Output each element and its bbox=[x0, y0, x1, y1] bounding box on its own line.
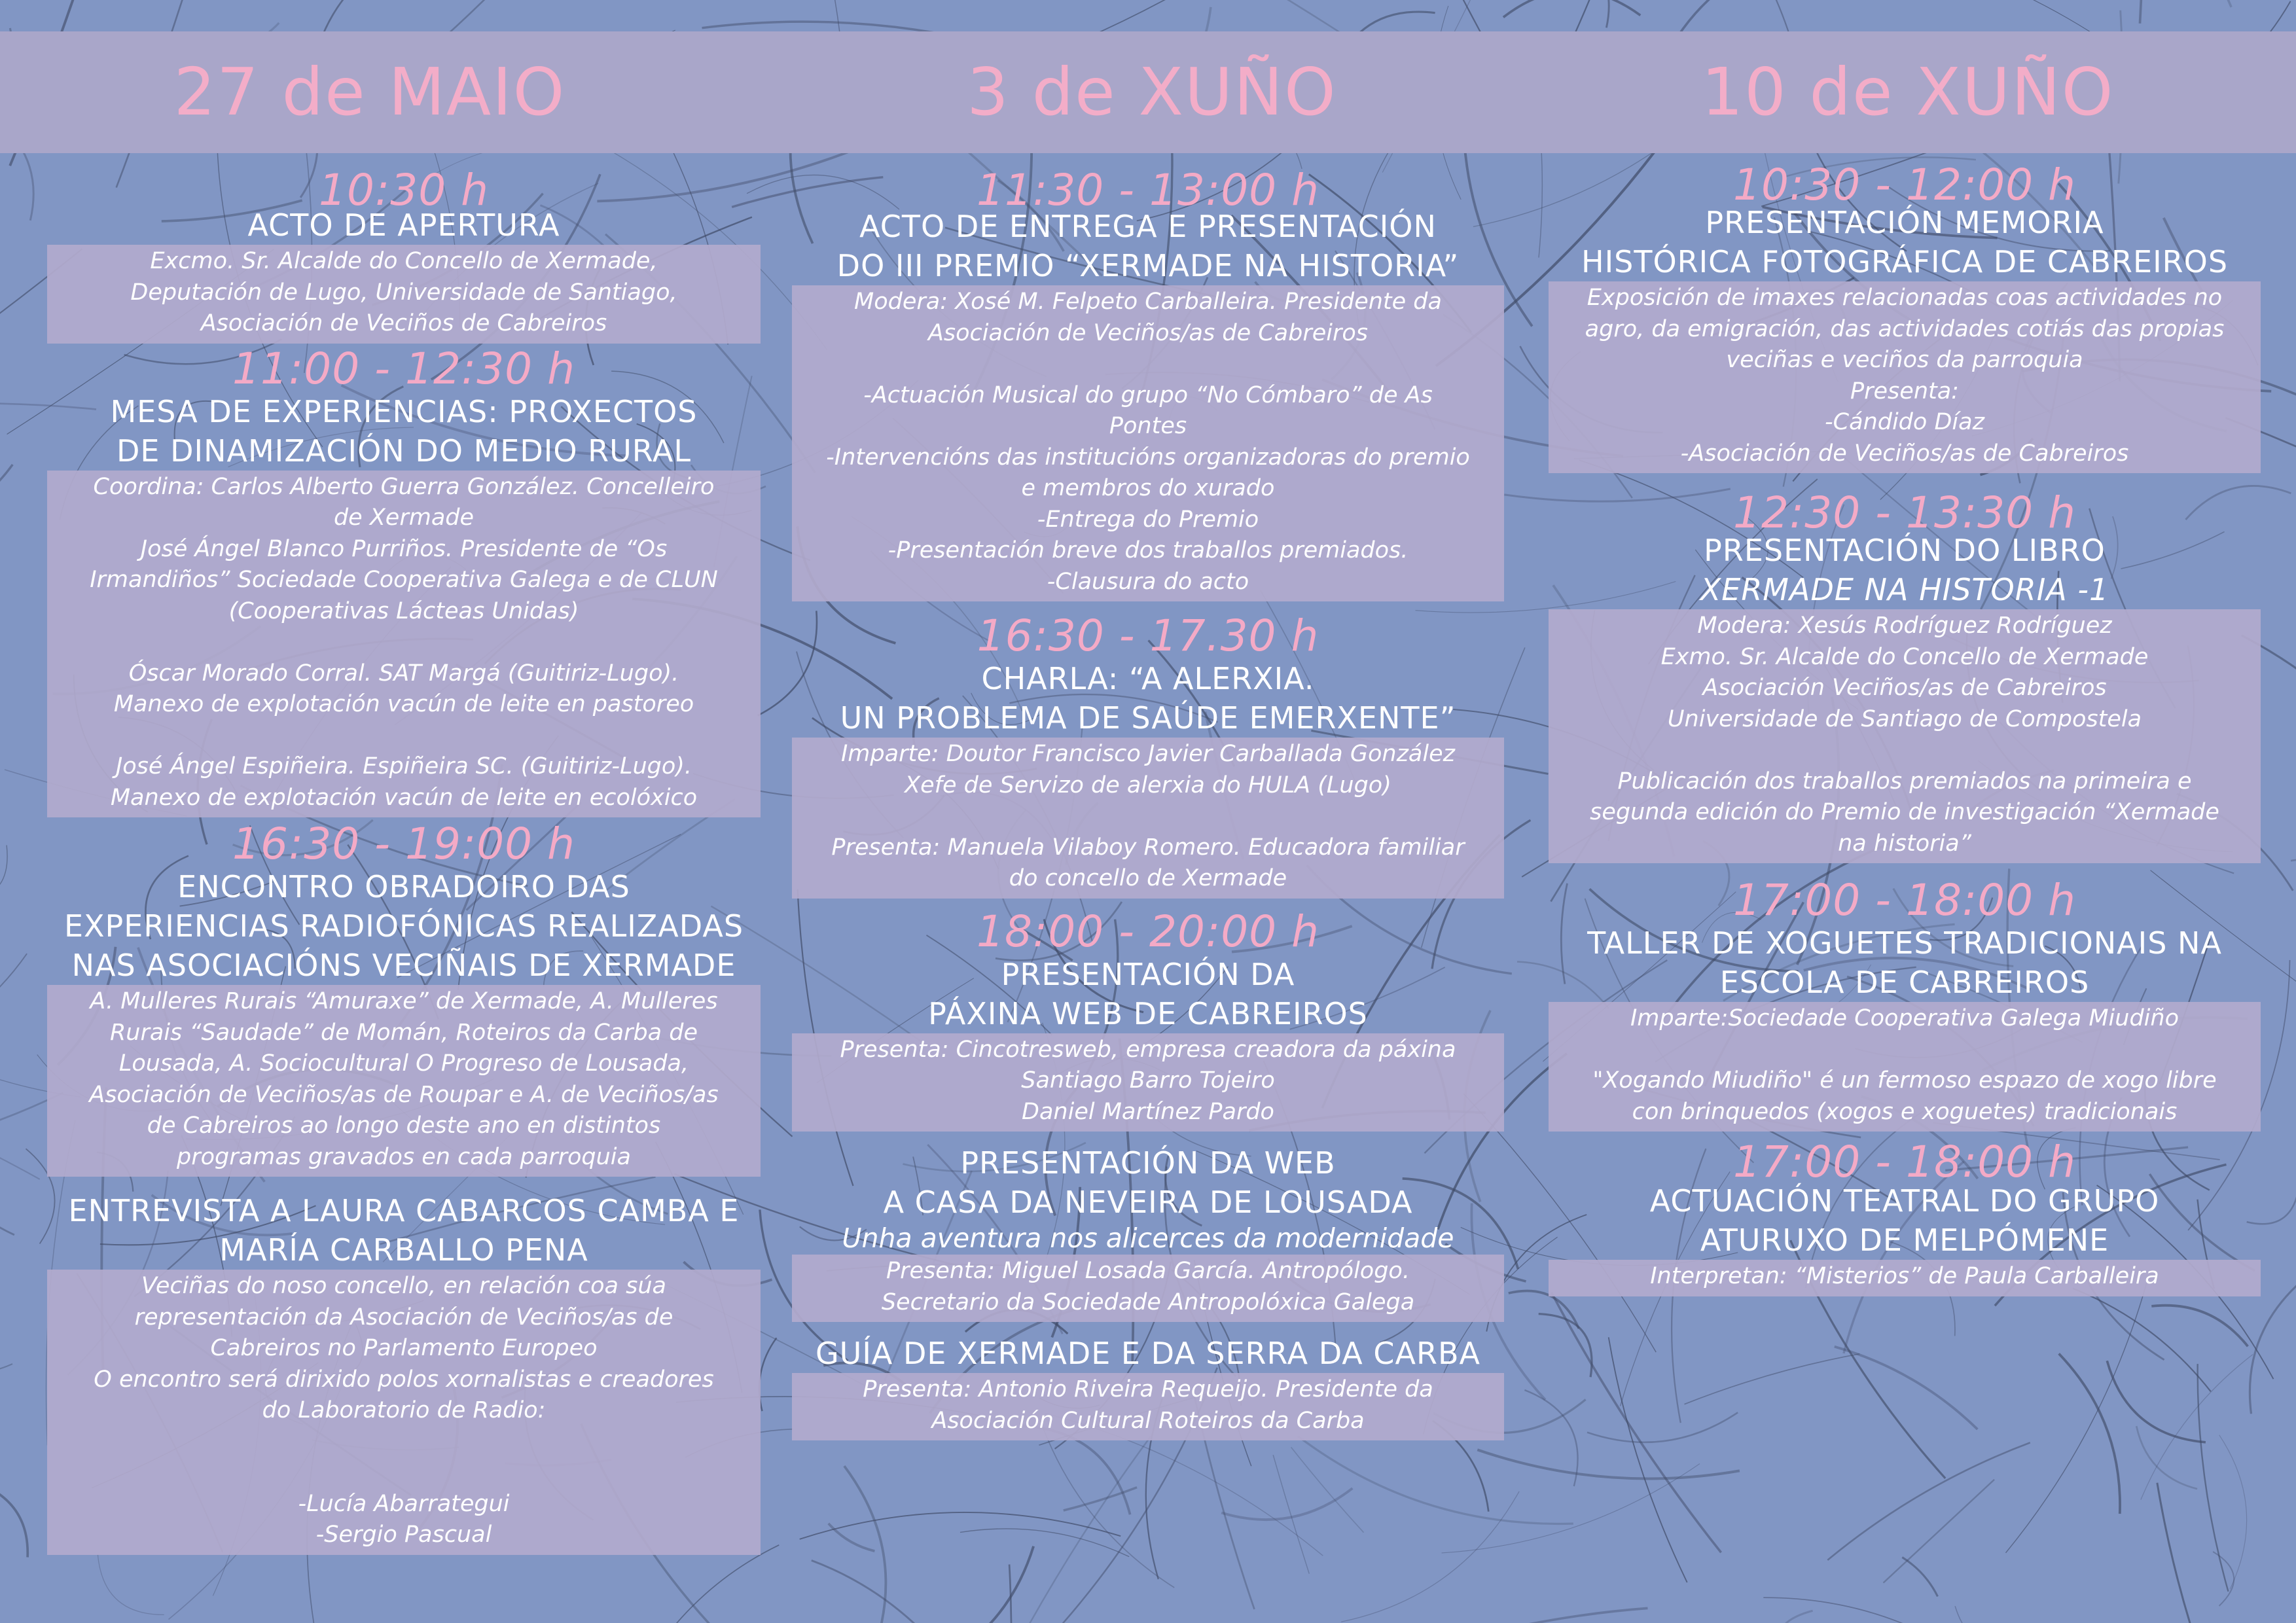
sketch-stroke bbox=[759, 1338, 776, 1411]
event-time: 11:30 - 13:00 h bbox=[977, 165, 1319, 215]
sketch-stroke bbox=[960, 1529, 1129, 1557]
sketch-stroke bbox=[2157, 1483, 2236, 1623]
sketch-stroke bbox=[844, 1466, 886, 1623]
event-time: 16:30 - 17.30 h bbox=[977, 611, 1319, 661]
sketch-stroke bbox=[1685, 1354, 1860, 1404]
sketch-stroke bbox=[1386, 1608, 1647, 1623]
day-column-2 bbox=[792, 153, 1504, 1440]
event-photo-memory bbox=[1549, 162, 2261, 473]
event-title: ENCONTRO OBRADOIRO DAS EXPERIENCIAS RADIOFÓNICAS REALIZADAS NAS ASOCIACIÓNS VECIÑAIS DE XERMADE bbox=[63, 869, 744, 983]
event-title: PRESENTACIÓN MEMORIA HISTÓRICA FOTOGRÁFICA DE CABREIROS bbox=[1581, 205, 2229, 279]
sketch-stroke bbox=[812, 1560, 925, 1623]
event-description: A. Mulleres Rurais “Amuraxe” de Xermade, A. Mulleres Rurais “Saudade” de Momán, Roteiros da Carba de Lousada, A. Sociocultural O Progreso de Lousada, Asociación de Veciños/as de Roupar e A. de Veciños/as de Cabreiros ao longo deste ano en distintos programas gravados en cada parroquia bbox=[47, 985, 761, 1177]
event-time: 16:30 - 19:00 h bbox=[232, 819, 575, 869]
sketch-stroke bbox=[1777, 1611, 1813, 1623]
event-time: 17:00 - 18:00 h bbox=[1733, 1137, 2076, 1187]
sketch-stroke bbox=[0, 1060, 40, 1179]
sketch-stroke bbox=[1575, 0, 1648, 32]
sketch-stroke bbox=[2250, 1283, 2296, 1414]
sketch-stroke bbox=[664, 1545, 780, 1623]
sketch-stroke bbox=[1587, 1412, 1738, 1442]
sketch-stroke bbox=[2213, 1552, 2234, 1606]
sketch-stroke bbox=[1539, 1314, 1592, 1378]
sketch-stroke bbox=[1221, 1488, 1352, 1520]
event-theatre bbox=[1549, 1139, 2261, 1296]
event-description: Excmo. Sr. Alcalde do Concello de Xermade, Deputación de Lugo, Universidade de Santiago, Asociación de Veciños de Cabreiros bbox=[47, 245, 761, 344]
event-award-ceremony bbox=[792, 165, 1504, 601]
event-allergy-talk bbox=[792, 613, 1504, 899]
sketch-stroke bbox=[1503, 0, 1640, 17]
sketch-stroke bbox=[2059, 1353, 2120, 1514]
event-title: ACTO DE APERTURA bbox=[247, 207, 560, 243]
event-time: 18:00 - 20:00 h bbox=[977, 906, 1319, 957]
sketch-stroke bbox=[1341, 1491, 1519, 1622]
sketch-stroke bbox=[1835, 1347, 1978, 1429]
sketch-stroke bbox=[2073, 1289, 2211, 1392]
event-title-book: XERMADE NA HISTORIA -1 bbox=[1700, 572, 2109, 607]
event-description: Presenta: Miguel Losada García. Antropólogo. Secretario da Sociedade Antropolóxica Galega bbox=[792, 1255, 1504, 1322]
event-title: ACTUACIÓN TEATRAL DO GRUPO ATURUXO DE MELPÓMENE bbox=[1649, 1183, 2160, 1258]
sketch-stroke bbox=[999, 1436, 1151, 1623]
sketch-stroke bbox=[1902, 1558, 1937, 1597]
day-column-3 bbox=[1549, 153, 2261, 1296]
event-time: 11:00 - 12:30 h bbox=[232, 343, 575, 394]
sketch-stroke bbox=[1609, 1337, 1687, 1582]
sketch-stroke bbox=[2136, 1426, 2197, 1489]
event-description: Veciñas do noso concello, en relación coa súa representación da Asociación de Veciños/as de Cabreiros no Parlamento Europeo O encontro será dirixido polos xornalistas e creadores do Laboratorio de Radio: -Lucía Abarrategui -Sergio Pascual bbox=[47, 1270, 761, 1555]
sketch-stroke bbox=[2006, 1282, 2147, 1553]
event-title: CHARLA: “A ALERXIA. UN PROBLEMA DE SAÚDE EMERXENTE” bbox=[840, 661, 1456, 736]
sketch-stroke bbox=[98, 1554, 164, 1615]
sketch-stroke bbox=[1955, 1606, 2023, 1623]
event-description: Coordina: Carlos Alberto Guerra González. Concelleiro de Xermade José Ángel Blanco Purriños. Presidente de “Os Irmandiños” Sociedade Cooperativa Galega e de CLUN (Cooperativas Lácteas Unidas) Óscar Morado Corral. SAT Margá (Guitiriz-Lugo). Manexo de explotación vacún de leite en pastoreo José Ángel Espiñeira. Espiñeira SC. (Guitiriz-Lugo). Manexo de explotación vacún de leite en ecolóxico bbox=[47, 471, 761, 818]
event-title: GUÍA DE XERMADE E DA SERRA DA CARBA bbox=[816, 1336, 1480, 1371]
event-opening bbox=[47, 165, 761, 344]
event-subtitle: Unha aventura nos alicerces da modernidade bbox=[842, 1222, 1454, 1254]
sketch-stroke bbox=[0, 1113, 14, 1235]
day-column-1 bbox=[47, 153, 761, 1555]
event-title: ACTO DE ENTREGA E PRESENTACIÓN DO III PREMIO “XERMADE NA HISTORIA” bbox=[836, 209, 1460, 283]
sketch-stroke bbox=[0, 954, 27, 1060]
event-website-neveira bbox=[792, 1143, 1504, 1322]
event-title: ENTREVISTA A LAURA CABARCOS CAMBA E MARÍA CARBALLO PENA bbox=[68, 1193, 740, 1268]
event-description: Presenta: Antonio Riveira Requeijo. Presidente da Asociación Cultural Roteiros da Carba bbox=[792, 1373, 1504, 1440]
event-title: MESA DE EXPERIENCIAS: PROXECTOS DE DINAMIZACIÓN DO MEDIO RURAL bbox=[110, 393, 698, 469]
event-description: Imparte: Doutor Francisco Javier Carballada González Xefe de Servizo de alerxia do HULA (Lugo) Presenta: Manuela Vilaboy Romero. Educadora familiar do concello de Xermade bbox=[792, 738, 1504, 899]
event-toys-workshop bbox=[1549, 875, 2261, 1132]
sketch-stroke bbox=[2140, 0, 2147, 24]
event-book-presentation bbox=[1549, 490, 2261, 863]
sketch-stroke bbox=[1884, 1480, 1995, 1583]
sketch-stroke bbox=[2219, 1435, 2247, 1590]
event-title: TALLER DE XOGUETES TRADICIONAIS NA ESCOLA DE CABREIROS bbox=[1587, 925, 2222, 1000]
sketch-stroke bbox=[1477, 1450, 1740, 1478]
event-time: 12:30 - 13:30 h bbox=[1733, 488, 2076, 538]
event-title: PRESENTACIÓN DA PÁXINA WEB DE CABREIROS bbox=[928, 956, 1368, 1031]
sketch-stroke bbox=[1291, 1447, 1364, 1532]
event-guide-xermade bbox=[792, 1334, 1504, 1440]
sketch-stroke bbox=[829, 1524, 875, 1551]
sketch-stroke bbox=[1551, 1293, 1721, 1553]
sketch-stroke bbox=[2151, 1306, 2248, 1347]
sketch-stroke bbox=[0, 1330, 12, 1371]
event-description: Presenta: Cincotresweb, empresa creadora da páxina Santiago Barro Tojeiro Daniel Martínez Pardo bbox=[792, 1033, 1504, 1132]
sketch-stroke bbox=[2168, 0, 2231, 7]
event-description: Exposición de imaxes relacionadas coas actividades no agro, da emigración, das actividades cotiás das propias veciñas e veciños da parroquia Presenta: -Cándido Díaz -Asociación de Veciños/as de Cabreiros bbox=[1549, 281, 2261, 473]
sketch-stroke bbox=[2291, 859, 2296, 877]
event-title: PRESENTACIÓN DA WEB A CASA DA NEVEIRA DE LOUSADA bbox=[883, 1145, 1413, 1220]
event-description: Imparte:Sociedade Cooperativa Galega Miudiño "Xogando Miudiño" é un fermoso espazo de xogo libre con brinquedos (xogos e xoguetes) tradicionais bbox=[1549, 1002, 2261, 1132]
day-title-2: 3 de XUÑO bbox=[967, 54, 1337, 130]
event-radio-workshop bbox=[47, 821, 761, 1177]
event-experiences-panel bbox=[47, 343, 761, 818]
header-band bbox=[0, 31, 2296, 153]
sketch-stroke bbox=[0, 846, 7, 901]
sketch-stroke bbox=[800, 1512, 1121, 1539]
sketch-stroke bbox=[0, 1484, 27, 1558]
event-description: Interpretan: “Misterios” de Paula Carballeira bbox=[1549, 1260, 2261, 1296]
sketch-stroke bbox=[1005, 1565, 1012, 1623]
event-website-cabreiros bbox=[792, 906, 1504, 1132]
day-title-3: 10 de XUÑO bbox=[1701, 54, 2115, 130]
event-time: 10:30 h bbox=[318, 165, 489, 215]
day-title-1: 27 de MAIO bbox=[173, 54, 566, 130]
event-description: Modera: Xosé M. Felpeto Carballeira. Presidente da Asociación de Veciños/as de Cabreiros -Actuación Musical do grupo “No Cómbaro” de As Pontes -Intervencións das institucións organizadoras do premio e membros do xurado -Entrega do Premio -Presentación breve dos traballos premiados. -Clausura do acto bbox=[792, 285, 1504, 601]
sketch-stroke bbox=[2198, 1364, 2229, 1592]
event-time: 17:00 - 18:00 h bbox=[1733, 875, 2076, 925]
event-time: 10:30 - 12:00 h bbox=[1733, 160, 2076, 210]
sketch-stroke bbox=[1763, 1597, 2013, 1623]
event-title: PRESENTACIÓN DO LIBRO bbox=[1704, 533, 2106, 568]
sketch-stroke bbox=[1298, 1436, 1573, 1524]
sketch-stroke bbox=[908, 1546, 1033, 1623]
sketch-stroke bbox=[0, 465, 12, 529]
sketch-stroke bbox=[2107, 1361, 2206, 1442]
sketch-stroke bbox=[1577, 0, 1609, 27]
event-description: Modera: Xesús Rodríguez Rodríguez Exmo. Sr. Alcalde do Concello de Xermade Asociación Veciños/as de Cabreiros Universidade de Santiago de Compostela Publicación dos traballos premiados na primeira e segunda edición do Premio de investigación “Xermade na historia” bbox=[1549, 609, 2261, 863]
event-interview bbox=[47, 1191, 761, 1555]
